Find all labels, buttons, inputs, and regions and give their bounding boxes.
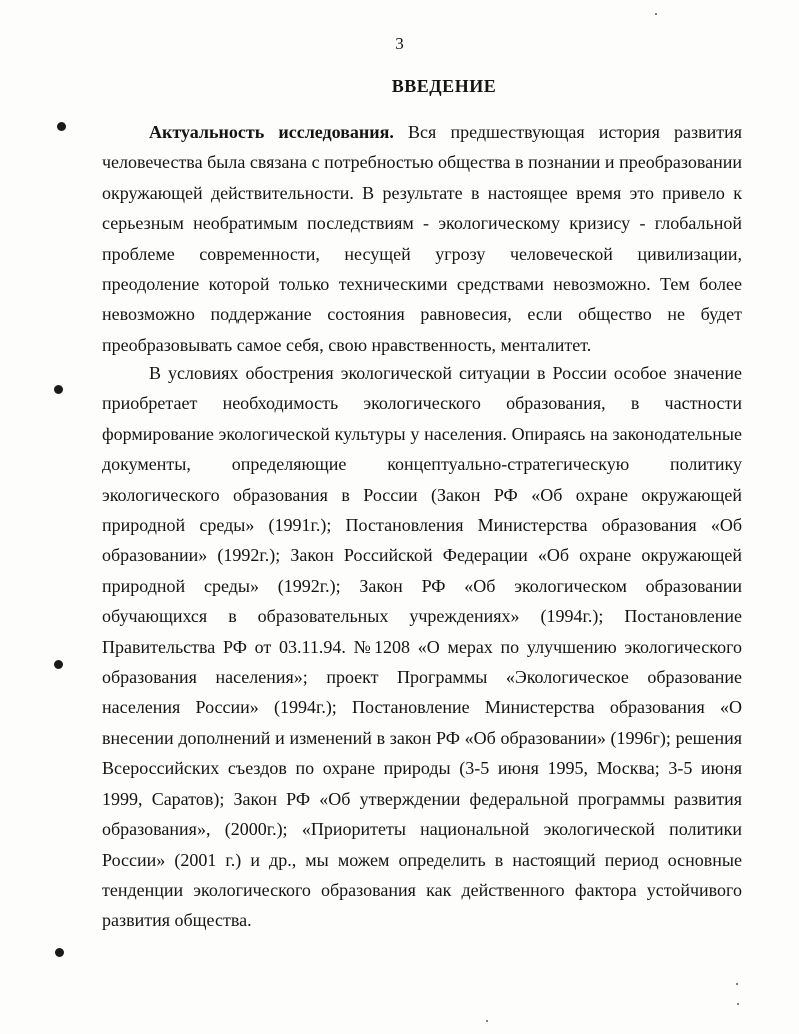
section-title: ВВЕДЕНИЕ	[391, 76, 497, 96]
punch-hole-mark	[55, 948, 64, 957]
scan-speck	[655, 13, 657, 15]
paragraph-legislation	[102, 358, 742, 936]
paragraph-legislation-body: В условиях обострения экологической ситуации в России особое значение приобретает необходимость экологического образования, в частности формирование экологической культуры у населения. Опираясь на законодательные документы, определяющие концептуально-стратегическую политику экологического образования в России (Закон РФ «Об охране окружающей природной среды» (1991г.); Постановления Министерства образования «Об образовании» (1992г.); Закон Российской Федерации «Об охране окружающей природной среды» (1992г.); Закон РФ «Об экологическом образовании обучающихся в образовательных учреждениях» (1994г.); Постановление Правительства РФ от 03.11.94. №1208 «О мерах по улучшению экологического образования населения»; проект Программы «Экологическое образование населения России» (1994г.); Постановление Министерства образования «О внесении дополнений и изменений в закон РФ «Об образовании» (1996г); решения Всероссийских съездов по охране природы (3-5 июня 1995, Москва; 3-5 июня 1999, Саратов); Закон РФ «Об утверждении федеральной программы развития образования», (2000г.); «Приоритеты национальной экологической политики России» (2001 г.) и др., мы можем определить в настоящий период основные тенденции экологического образования как действенного фактора устойчивого развития общества.	[102, 363, 742, 931]
page-number: 3	[395, 34, 404, 53]
scan-speck	[486, 1020, 488, 1022]
paragraph-relevance-body: Вся предшествующая история развития человечества была связана с потребностью общества в познании и преобразовании окружающей действительности. В результате в настоящее время это привело к серьезным необратимым последствиям - экологическому кризису - глобальной проблеме современности, несущей угрозу человеческой цивилизации, преодоление которой только техническими средствами невозможно. Тем более невозможно поддержание состояния равновесия, если общество не будет преобразовывать самое себя, свою нравственность, менталитет.	[102, 122, 743, 355]
scan-speck	[737, 1003, 739, 1005]
punch-hole-mark	[57, 122, 66, 131]
punch-hole-mark	[54, 385, 63, 394]
paragraph-lead-in: Актуальность исследования.	[149, 122, 394, 142]
punch-hole-mark	[54, 660, 63, 669]
paragraph-relevance	[102, 117, 742, 360]
scan-speck	[736, 983, 738, 985]
